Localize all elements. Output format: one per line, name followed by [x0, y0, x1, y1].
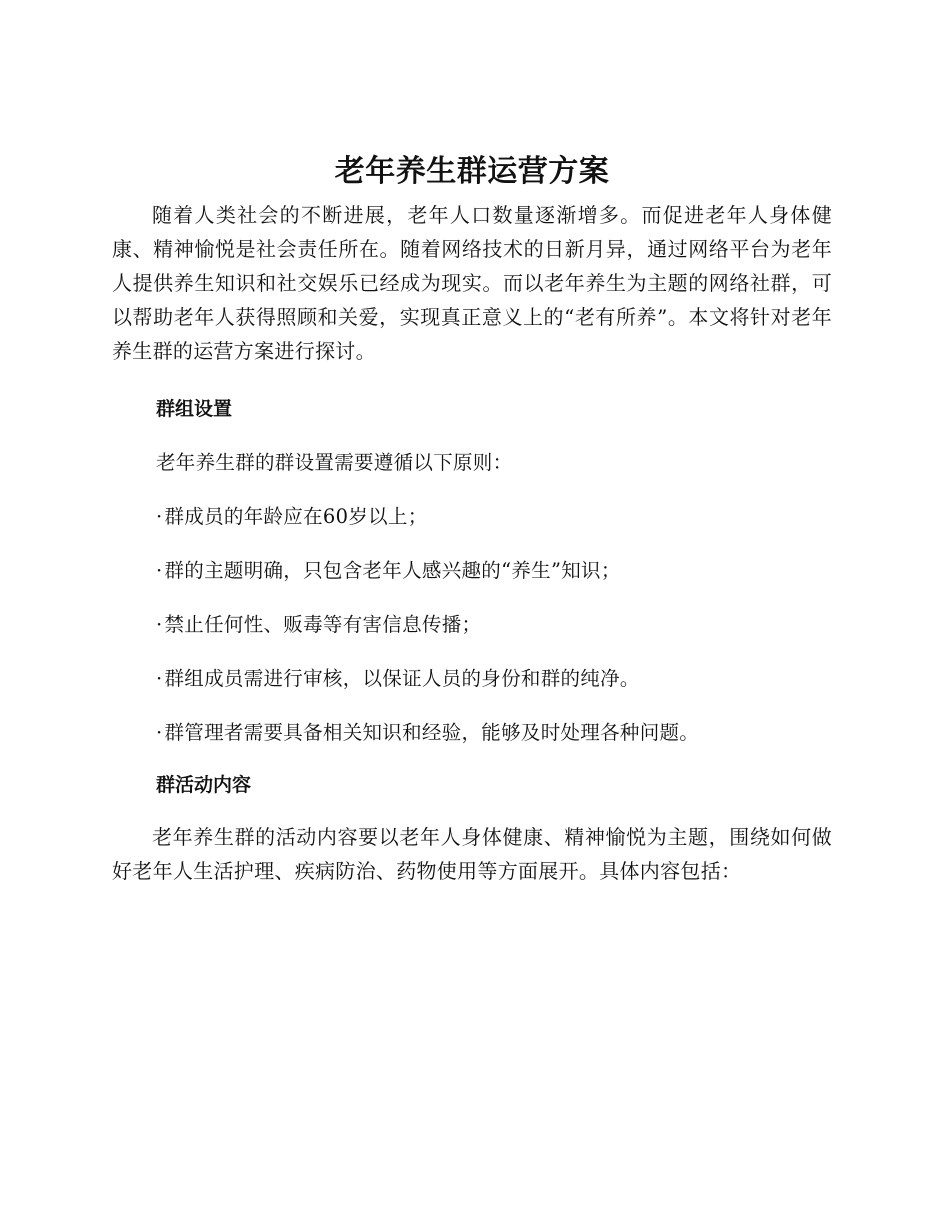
- intro-paragraph: 随着人类社会的不断进展，老年人口数量逐渐增多。而促进老年人身体健康、精神愉悦是社会责任所在。随着网络技术的日新月异，通过网络平台为老年人提供养生知识和社交娱乐已经成为现实。而以老年养生为主题的网络社群，可以帮助老年人获得照顾和关爱，实现真正意义上的“老有所养”。本文将针对老年养生群的运营方案进行探讨。: [112, 203, 832, 363]
- document-title: 老年养生群运营方案: [334, 154, 610, 189]
- list-item-text: 群组成员需进行审核，以保证人员的身份和群的纯净。: [164, 667, 640, 690]
- section-lead-group-settings: 老年养生群的群设置需要遵循以下原则：: [156, 451, 513, 474]
- list-item-text: 禁止任何性、贩毒等有害信息传播；: [164, 613, 482, 636]
- list-item-text: 群的主题明确，只包含老年人感兴趣的“养生”知识；: [164, 559, 621, 582]
- list-item: [156, 556, 832, 586]
- list-item: [156, 502, 832, 532]
- section-heading-group-settings: 群组设置: [156, 398, 233, 420]
- activities-paragraph: 老年养生群的活动内容要以老年人身体健康、精神愉悦为主题，围绕如何做好老年人生活护理、疾病防治、药物使用等方面展开。具体内容包括：: [112, 825, 832, 883]
- list-item-text: 群成员的年龄应在60岁以上；: [164, 505, 428, 528]
- group-rules-list: [112, 502, 832, 748]
- list-item: [156, 718, 832, 748]
- section-heading-activities: 群活动内容: [156, 774, 252, 796]
- bullet-marker: ·: [156, 667, 163, 690]
- bullet-marker: ·: [156, 505, 163, 528]
- bullet-marker: ·: [156, 721, 163, 744]
- list-item: [156, 664, 832, 694]
- bullet-marker: ·: [156, 613, 163, 636]
- bullet-marker: ·: [156, 559, 163, 582]
- list-item: [156, 610, 832, 640]
- list-item-text: 群管理者需要具备相关知识和经验，能够及时处理各种问题。: [164, 721, 700, 744]
- document-page: [112, 150, 832, 888]
